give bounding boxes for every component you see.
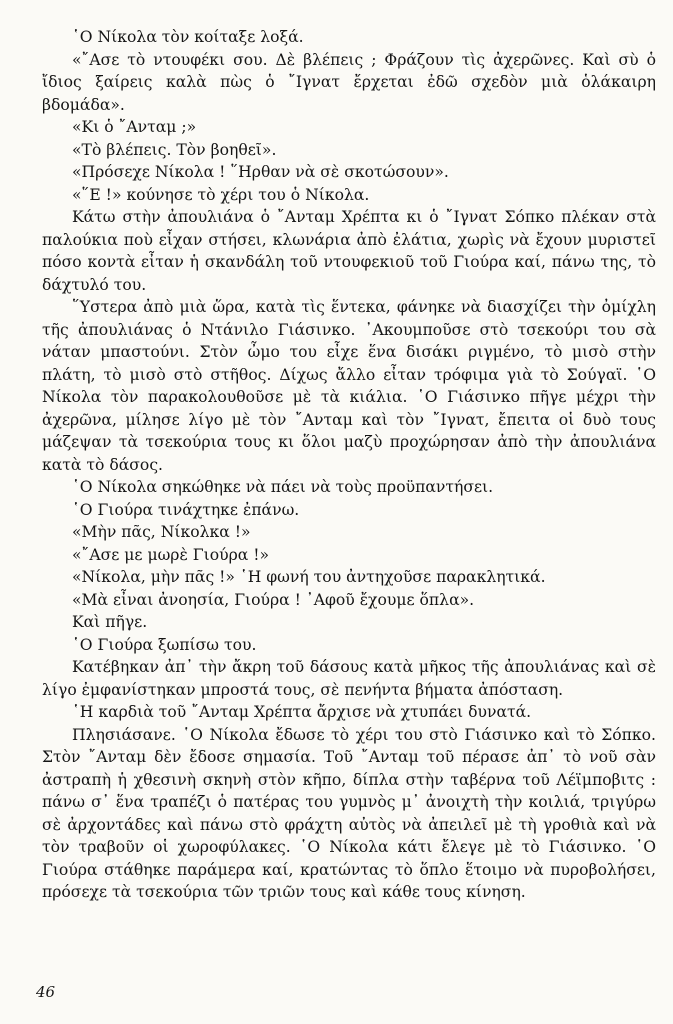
page-number: 46: [36, 983, 56, 1001]
paragraph: Κάτω στὴν ἀπουλιάνα ὁ ῎Ανταμ Χρέπτα κι ὁ ῎Ιγνατ Σόπκο πλέκαν στὰ παλούκια ποὺ εἶχαν στήσει, κλωνάρια ἀπὸ ἐλάτια, χωρὶς νὰ ἔχουν μυριστεῖ πόσο κοντὰ εἶταν ἡ σκανδάλη τοῦ ντουφεκιοῦ τοῦ Γιούρα καί, πάνω της, τὸ δάχτυλό του.: [42, 208, 656, 294]
paragraph: «Τὸ βλέπεις. Τὸν βοηθεῖ».: [72, 140, 277, 159]
page-body-text: [42, 26, 656, 904]
paragraph: «Νίκολα, μὴν πᾶς !» ῾Η φωνή του ἀντηχοῦσε παρακλητικά.: [72, 568, 546, 586]
paragraph: ῾Ο Γιούρα ξωπίσω του.: [72, 635, 257, 654]
paragraph: ῞Υστερα ἀπὸ μιὰ ὥρα, κατὰ τὶς ἕντεκα, φάνηκε νὰ διασχίζει τὴν ὀμίχλη τῆς ἀπουλιάνας ὁ Ντάνιλο Γιάσινκο. ᾿Ακουμποῦσε στὸ τσεκούρι του σὰ νάταν μπαστούνι. Στὸν ὦμο του εἶχε ἕνα δισάκι ριγμένο, τὸ μισὸ στὴν πλάτη, τὸ μισὸ στὸ στῆθος. Δίχως ἄλλο εἶταν τρόφιμα γιὰ τὸ Σούγαϊ. ῾Ο Νίκολα τὸν παρακολουθοῦσε μὲ τὰ κιάλια. ῾Ο Γιάσινκο πῆγε μέχρι τὴν ἀχερῶνα, μίλησε λίγο μὲ τὸν ῎Ανταμ καὶ τὸν ῎Ιγνατ, ἔπειτα οἱ δυὸ τους μάζεψαν τὰ τσεκούρια τους κι ὅλοι μαζὺ προχώρησαν ἀπὸ τὴν ἀπουλιάνα κατὰ τὸ δάσος.: [42, 298, 656, 474]
paragraph: «῎Ασε τὸ ντουφέκι σου. Δὲ βλέπεις ; Φράζουν τὶς ἀχερῶνες. Καὶ σὺ ὁ ἴδιος ξαίρεις καλὰ πὼς ὁ ῎Ιγνατ ἔρχεται ἐδῶ σχεδὸν μιὰ ὁλάκαιρη βδομάδα».: [42, 50, 656, 114]
paragraph: ῾Η καρδιὰ τοῦ ῎Ανταμ Χρέπτα ἄρχισε νὰ χτυπάει δυνατά.: [72, 703, 532, 721]
paragraph: ῾Ο Γιούρα τινάχτηκε ἐπάνω.: [72, 500, 300, 519]
paragraph: «῎Ασε με μωρὲ Γιούρα !»: [72, 545, 270, 564]
paragraph: «῞Ε !» κούνησε τὸ χέρι του ὁ Νίκολα.: [72, 185, 370, 204]
paragraph: «Μὴν πᾶς, Νίκολκα !»: [72, 523, 251, 541]
paragraph: ῾Ο Νίκολα τὸν κοίταξε λοξά.: [72, 28, 304, 46]
paragraph: Πλησιάσανε. ῾Ο Νίκολα ἔδωσε τὸ χέρι του στὸ Γιάσινκο καὶ τὸ Σόπκο. Στὸν ῎Ανταμ δὲν ἔδοσε σημασία. Τοῦ ῎Ανταμ τοῦ πέρασε ἀπ᾿ τὸ νοῦ σὰν ἀστραπὴ ἡ χθεσινὴ σκηνὴ στὸν κῆπο, δίπλα στὴν ταβέρνα τοῦ Λέϊμποβιτς : πάνω σ᾿ ἕνα τραπέζι ὁ πατέρας του γυμνὸς μ᾿ ἀνοιχτὴ τὴν κοιλιά, τριγύρω σὲ ἀρχοντάδες καὶ πάνω στὸ φράχτη αὐτὸς νὰ ἀπειλεῖ μὲ τὴ γροθιὰ καὶ νὰ τὸν τραβοῦν οἱ χωροφύλακες. ῾Ο Νίκολα κάτι ἔλεγε μὲ τὸ Γιάσινκο. ῾Ο Γιούρα στάθηκε παράμερα καί, κρατώντας τὸ ὅπλο ἕτοιμο νὰ πυροβολήσει, πρόσεχε τὰ τσεκούρια τῶν τριῶν τους καὶ κάθε τους κίνηση.: [42, 725, 656, 901]
paragraph: «Μὰ εἶναι ἀνοησία, Γιούρα ! ᾿Αφοῦ ἔχουμε ὅπλα».: [72, 590, 475, 609]
paragraph: «Πρόσεχε Νίκολα ! ῞Ηρθαν νὰ σὲ σκοτώσουν».: [72, 163, 449, 181]
paragraph: «Κι ὁ ῎Ανταμ ;»: [72, 118, 197, 136]
paragraph: Κατέβηκαν ἀπ᾿ τὴν ἄκρη τοῦ δάσους κατὰ μῆκος τῆς ἀπουλιάνας καὶ σὲ λίγο ἐμφανίστηκαν μπροστά τους, σὲ πενήντα βήματα ἀπόσταση.: [42, 658, 656, 699]
paragraph: Καὶ πῆγε.: [72, 613, 148, 631]
paragraph: ῾Ο Νίκολα σηκώθηκε νὰ πάει νὰ τοὺς προϋπαντήσει.: [72, 478, 494, 496]
